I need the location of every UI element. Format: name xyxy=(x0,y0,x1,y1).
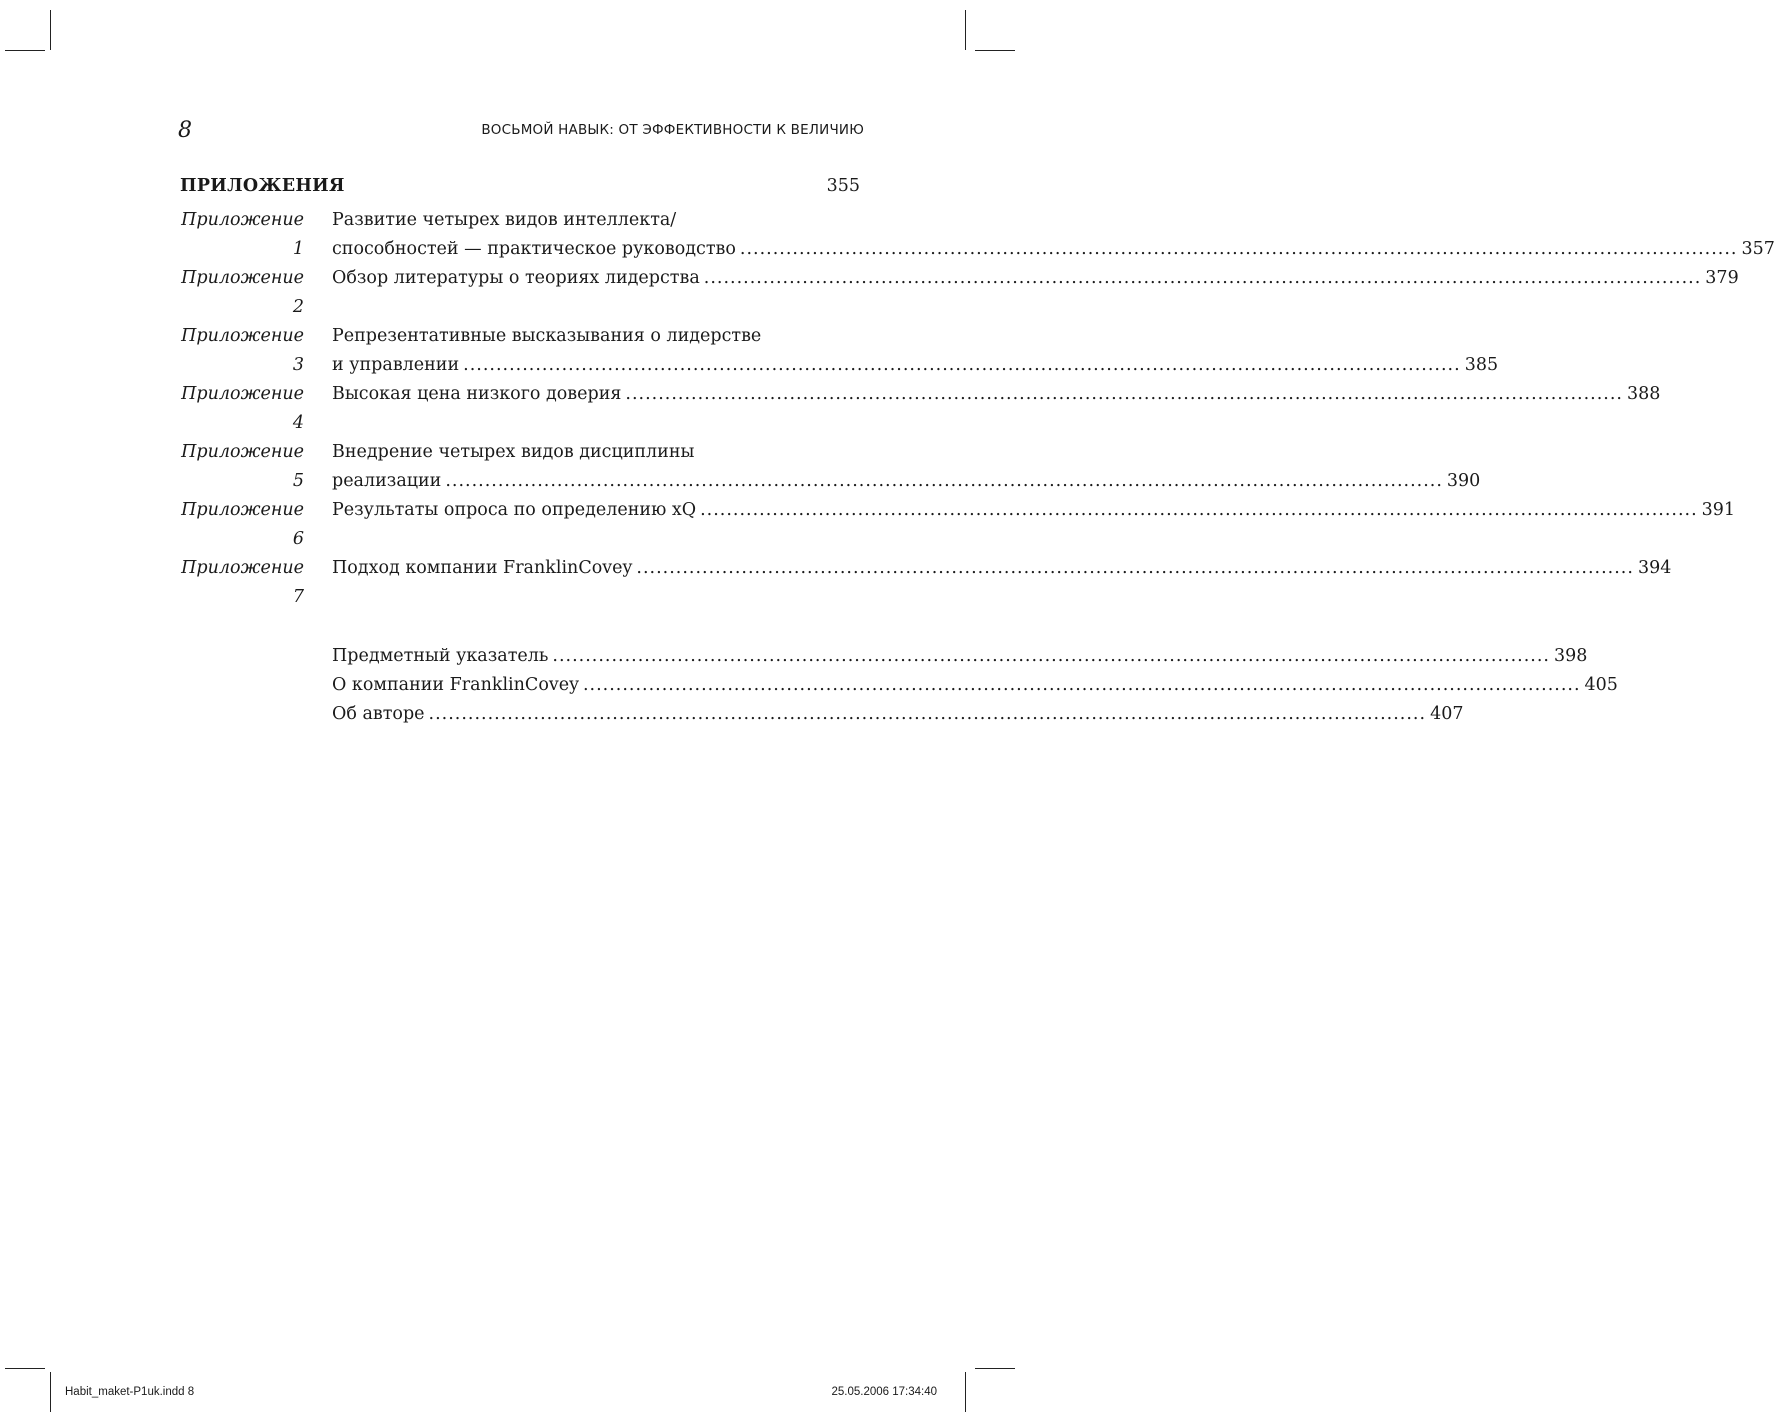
toc-entry-line xyxy=(332,322,1498,351)
toc-entry-body xyxy=(332,496,1735,554)
toc-entry-body xyxy=(332,206,1775,264)
toc-entry-body xyxy=(332,264,1739,322)
toc-entry xyxy=(180,206,1775,264)
toc-entry-title: способностей — практическое руководство xyxy=(332,239,736,259)
toc-entry xyxy=(180,554,1672,612)
toc-entry-line xyxy=(332,467,1480,496)
toc-entry-body xyxy=(332,700,1463,729)
toc-entry xyxy=(180,671,1618,700)
footer-filename: Habit_maket-P1uk.indd 8 xyxy=(65,1386,195,1398)
toc-entry-title: Внедрение четырех видов дисциплины xyxy=(332,442,695,462)
dot-leader xyxy=(700,496,1698,525)
crop-mark xyxy=(50,1372,51,1412)
dot-leader xyxy=(445,467,1443,496)
toc-entry-body xyxy=(332,671,1618,700)
dot-leader xyxy=(704,264,1702,293)
crop-mark xyxy=(50,10,51,50)
toc-entry xyxy=(180,438,1481,496)
crop-mark xyxy=(965,1372,966,1412)
appendix-label: Приложение 6 xyxy=(181,500,304,549)
toc-entry-title: Результаты опроса по определению xQ xyxy=(332,500,697,520)
toc-page-number: 405 xyxy=(1584,675,1618,695)
toc-entry-title: О компании FranklinCovey xyxy=(332,675,579,695)
toc-entry-title: Высокая цена низкого доверия xyxy=(332,384,622,404)
dot-leader xyxy=(636,554,1634,583)
page-number: 8 xyxy=(178,118,192,143)
toc-entry-title: Развитие четырех видов интеллекта/ xyxy=(332,210,677,230)
toc-entry-title: и управлении xyxy=(332,355,460,375)
section-heading xyxy=(180,176,860,206)
toc-entry-line xyxy=(332,496,1735,525)
crop-mark xyxy=(975,1368,1015,1369)
section-title: ПРИЛОЖЕНИЯ xyxy=(180,176,345,196)
toc-entry-line xyxy=(332,351,1498,380)
toc-page-number: 398 xyxy=(1553,646,1588,666)
toc-entry-title: Об авторе xyxy=(332,704,425,724)
toc-entry-line xyxy=(332,380,1660,409)
extras-list xyxy=(180,642,1618,729)
toc-entry-line xyxy=(332,438,1480,467)
toc-entry-title: Подход компании FranklinCovey xyxy=(332,558,633,578)
toc-page-number: 388 xyxy=(1626,384,1661,404)
toc-entry-line xyxy=(332,700,1463,729)
toc-page-number: 379 xyxy=(1705,268,1739,288)
toc-page-number: 391 xyxy=(1701,500,1736,520)
appendix-label: Приложение 1 xyxy=(181,210,304,259)
running-head: ВОСЬМОЙ НАВЫК: ОТ ЭФФЕКТИВНОСТИ К ВЕЛИЧИЮ xyxy=(481,122,864,138)
toc-page-number: 357 xyxy=(1741,239,1775,259)
crop-mark xyxy=(965,10,966,50)
toc-entry-line xyxy=(332,206,1775,235)
dot-leader xyxy=(625,380,1623,409)
crop-mark xyxy=(5,50,45,51)
dot-leader xyxy=(583,671,1581,700)
dot-leader xyxy=(740,235,1738,264)
section-page-number: 355 xyxy=(826,176,860,196)
appendix-label: Приложение 7 xyxy=(181,558,304,607)
toc-page-number: 407 xyxy=(1430,704,1464,724)
toc-entry-line xyxy=(332,554,1671,583)
toc-entry xyxy=(180,380,1661,438)
table-of-contents xyxy=(180,176,1775,729)
toc-entry-line xyxy=(332,235,1775,264)
toc-entry-body xyxy=(332,322,1498,380)
toc-page-number: 385 xyxy=(1464,355,1499,375)
toc-entry-body xyxy=(332,554,1671,612)
toc-entry xyxy=(180,322,1499,380)
toc-entry-line xyxy=(332,671,1618,700)
toc-page-number: 390 xyxy=(1446,471,1481,491)
crop-mark xyxy=(5,1368,45,1369)
crop-mark xyxy=(975,50,1015,51)
toc-entry-line xyxy=(332,642,1587,671)
dot-leader xyxy=(429,700,1427,729)
toc-entry-title: Репрезентативные высказывания о лидерстве xyxy=(332,326,762,346)
appendix-list xyxy=(180,206,1775,612)
toc-entry-title: Предметный указатель xyxy=(332,646,549,666)
toc-entry-body xyxy=(332,642,1587,671)
toc-entry-body xyxy=(332,380,1660,438)
footer-datetime: 25.05.2006 17:34:40 xyxy=(831,1386,937,1398)
toc-entry-line xyxy=(332,264,1739,293)
toc-entry xyxy=(180,642,1588,671)
appendix-label: Приложение 5 xyxy=(181,442,304,491)
toc-entry-body xyxy=(332,438,1480,496)
toc-entry xyxy=(180,264,1739,322)
toc-entry-title: Обзор литературы о теориях лидерства xyxy=(332,268,700,288)
toc-entry-title: реализации xyxy=(332,471,442,491)
toc-page-number: 394 xyxy=(1637,558,1672,578)
appendix-label: Приложение 2 xyxy=(181,268,304,317)
dot-leader xyxy=(552,642,1550,671)
toc-entry xyxy=(180,496,1736,554)
dot-leader xyxy=(463,351,1461,380)
appendix-label: Приложение 3 xyxy=(181,326,304,375)
toc-entry xyxy=(180,700,1464,729)
appendix-label: Приложение 4 xyxy=(181,384,304,433)
